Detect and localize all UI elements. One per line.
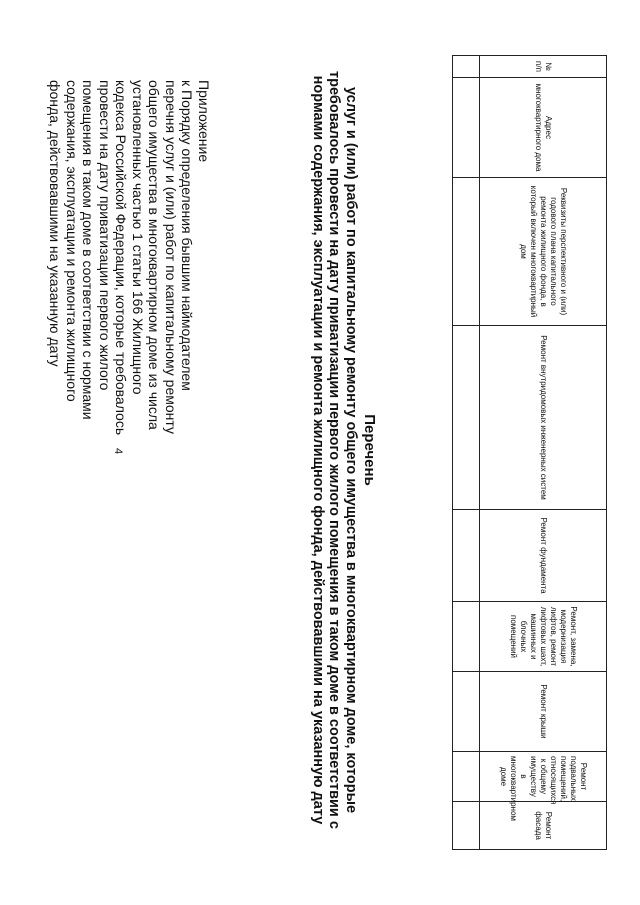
table-header-cell <box>480 802 607 850</box>
document-title: Перечень <box>361 414 378 486</box>
appendix-line: содержания, эксплуатации и ремонта жилищного <box>64 80 80 402</box>
document-heading <box>310 40 379 860</box>
column-address-label: Адрес многоквартирного дома <box>534 83 553 172</box>
table-header-cell <box>480 326 607 510</box>
column-foundation-label: Ремонт фундамента <box>539 517 548 594</box>
appendix-line: кодекса Российской Федерации, которые требовалось <box>113 80 130 436</box>
appendix-line: помещения в таком доме в соответствии с нормами <box>80 80 97 420</box>
subtitle-line: услуг и (или) работ по капитальному ремонту общего имущества в многоквартирном доме, которые <box>343 86 359 814</box>
table-header-cell <box>480 78 607 178</box>
appendix-line: Приложение <box>196 80 212 163</box>
table-row <box>453 56 480 850</box>
table-header-cell <box>480 178 607 326</box>
column-basement-label: Ремонт подвальных помещений, относящихся к общему имуществу в многоквартирном доме <box>499 756 588 821</box>
table-cell <box>453 56 480 78</box>
page-number: 4 <box>112 448 124 455</box>
column-plan-details-label: Реквизиты перспективного и (или) годового плана капитального ремонта жилищного фонда, в который включен многоквартирный дом <box>519 185 568 318</box>
table-cell <box>453 326 480 510</box>
table-header-cell <box>480 752 607 821</box>
appendix-line: установленных частью 1 статьи 166 Жилищного <box>130 80 146 395</box>
column-elevators-label: Ремонт, замена, модернизация лифтов, ремонт лифтовых шахт, машинных и блочных помещений <box>509 606 578 667</box>
table-header-cell <box>480 672 607 752</box>
repairs-table <box>452 55 607 850</box>
appendix-line: общего имущества в многоквартирном доме из числа <box>146 80 163 430</box>
table-header-cell <box>480 56 607 78</box>
table-cell <box>453 178 480 326</box>
table-cell <box>453 752 480 802</box>
column-number-label: № п/п <box>534 61 553 72</box>
table-header-row <box>480 56 607 850</box>
appendix-line: фонда, действовавшими на указанную дату <box>47 80 64 367</box>
table-header-cell <box>480 602 607 672</box>
document-subtitle <box>310 40 360 860</box>
subtitle-line: нормами содержания, эксплуатации и ремонта жилищного фонда, действовавшими на указанную дату <box>310 75 326 825</box>
table-header-cell <box>480 510 607 602</box>
table-cell <box>453 802 480 850</box>
table-cell <box>453 672 480 752</box>
column-facade-label: Ремонт фасада <box>534 811 553 840</box>
appendix-line: к Порядку определения бывшим наймодателем <box>179 80 196 391</box>
table-cell <box>453 510 480 602</box>
column-engineering-systems-label: Ремонт внутридомовых инженерных систем <box>539 335 548 500</box>
table-cell <box>453 78 480 178</box>
column-roof-label: Ремонт крыши <box>539 684 548 739</box>
appendix-note <box>47 80 212 436</box>
appendix-line: перечня услуг и (или) работ по капитальному ремонту <box>163 80 179 434</box>
table-cell <box>453 602 480 672</box>
appendix-line: провести на дату приватизации первого жилого <box>97 80 113 391</box>
subtitle-line: требовалось провести на дату приватизации первого жилого помещения в таком доме в соответствии с <box>326 71 343 829</box>
